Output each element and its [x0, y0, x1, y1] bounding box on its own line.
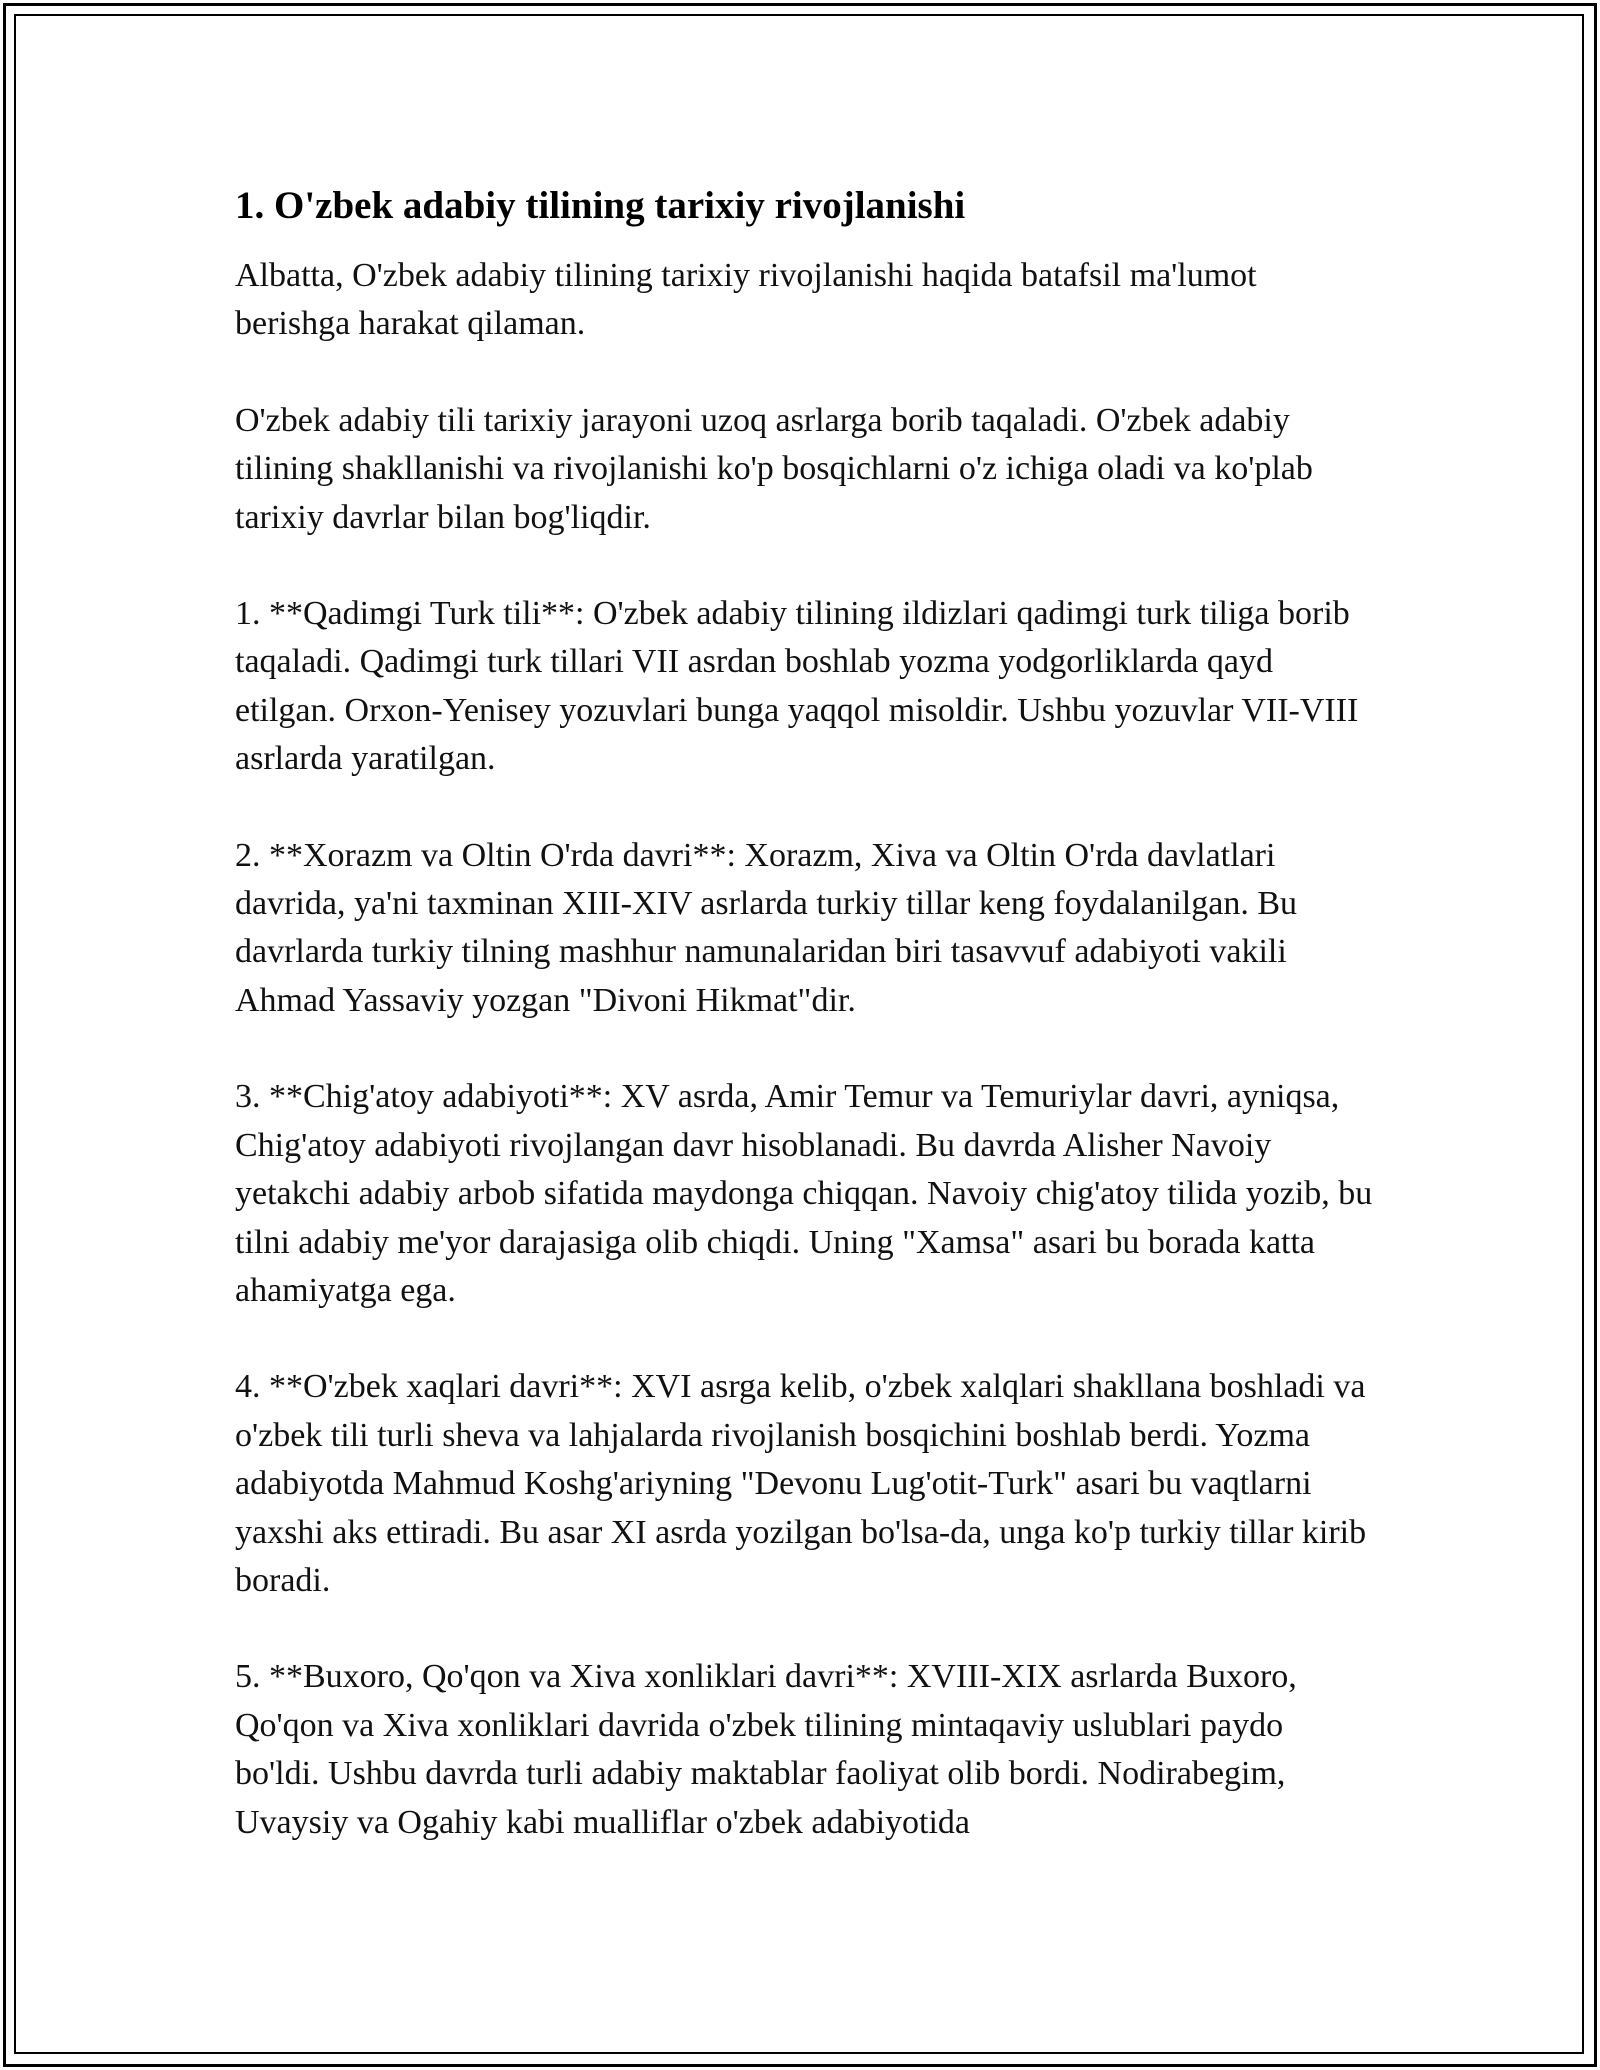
paragraph-khanates: 5. **Buxoro, Qo'qon va Xiva xonliklari davri**: XVIII-XIX asrlarda Buxoro, Qo'qon va Xiva xonliklari davrida o'zbek tilining mintaqaviy uslublari paydo bo'ldi. Ushbu davrda turli adabiy maktablar faoliyat olib bordi. Nodirabegim, Uvaysiy va Ogahiy kabi mualliflar o'zbek adabiyotida	[235, 1658, 1297, 1841]
document-title: 1. O'zbek adabiy tilining tarixiy rivojlanishi	[235, 184, 966, 227]
document-body	[235, 180, 1375, 1847]
paragraph-overview: O'zbek adabiy tili tarixiy jarayoni uzoq asrlarga borib taqaladi. O'zbek adabiy tilining shakllanishi va rivojlanishi ko'p bosqichlarni o'z ichiga oladi va ko'plab tarixiy davrlar bilan bog'liqdir.	[235, 401, 1313, 536]
paragraph-chagatai-literature: 3. **Chig'atoy adabiyoti**: XV asrda, Amir Temur va Temuriylar davri, ayniqsa, Chig'atoy adabiyoti rivojlangan davr hisoblanadi. Bu davrda Alisher Navoiy yetakchi adabiy arbob sifatida maydonga chiqqan. Navoiy chig'atoy tilida yozib, bu tilni adabiy me'yor darajasiga olib chiqdi. Uning "Xamsa" asari bu borada katta ahamiyatga ega.	[235, 1078, 1373, 1309]
paragraph-ancient-turkic: 1. **Qadimgi Turk tili**: O'zbek adabiy tilining ildizlari qadimgi turk tiliga borib taqaladi. Qadimgi turk tillari VII asrdan boshlab yozma yodgorliklarda qayd etilgan. Orxon-Yenisey yozuvlari bunga yaqqol misoldir. Ushbu yozuvlar VII-VIII asrlarda yaratilgan.	[235, 595, 1359, 778]
paragraph-intro: Albatta, O'zbek adabiy tilining tarixiy rivojlanishi haqida batafsil ma'lumot berishga harakat qilaman.	[235, 257, 1257, 343]
paragraph-khorezm-golden-horde: 2. **Xorazm va Oltin O'rda davri**: Xorazm, Xiva va Oltin O'rda davlatlari davrida, ya'ni taxminan XIII-XIV asrlarda turkiy tillar keng foydalanilgan. Bu davrlarda turkiy tilning mashhur namunalaridan biri tasavvuf adabiyoti vakili Ahmad Yassaviy yozgan "Divoni Hikmat"dir.	[235, 836, 1298, 1019]
paragraph-uzbek-peoples: 4. **O'zbek xaqlari davri**: XVI asrga kelib, o'zbek xalqlari shakllana boshladi va o'zbek tili turli sheva va lahjalarda rivojlanish bosqichini boshlab berdi. Yozma adabiyotda Mahmud Koshg'ariyning "Devonu Lug'otit-Turk" asari bu vaqtlarni yaxshi aks ettiradi. Bu asar XI asrda yozilgan bo'lsa-da, unga ko'p turkiy tillar kirib boradi.	[235, 1368, 1367, 1599]
